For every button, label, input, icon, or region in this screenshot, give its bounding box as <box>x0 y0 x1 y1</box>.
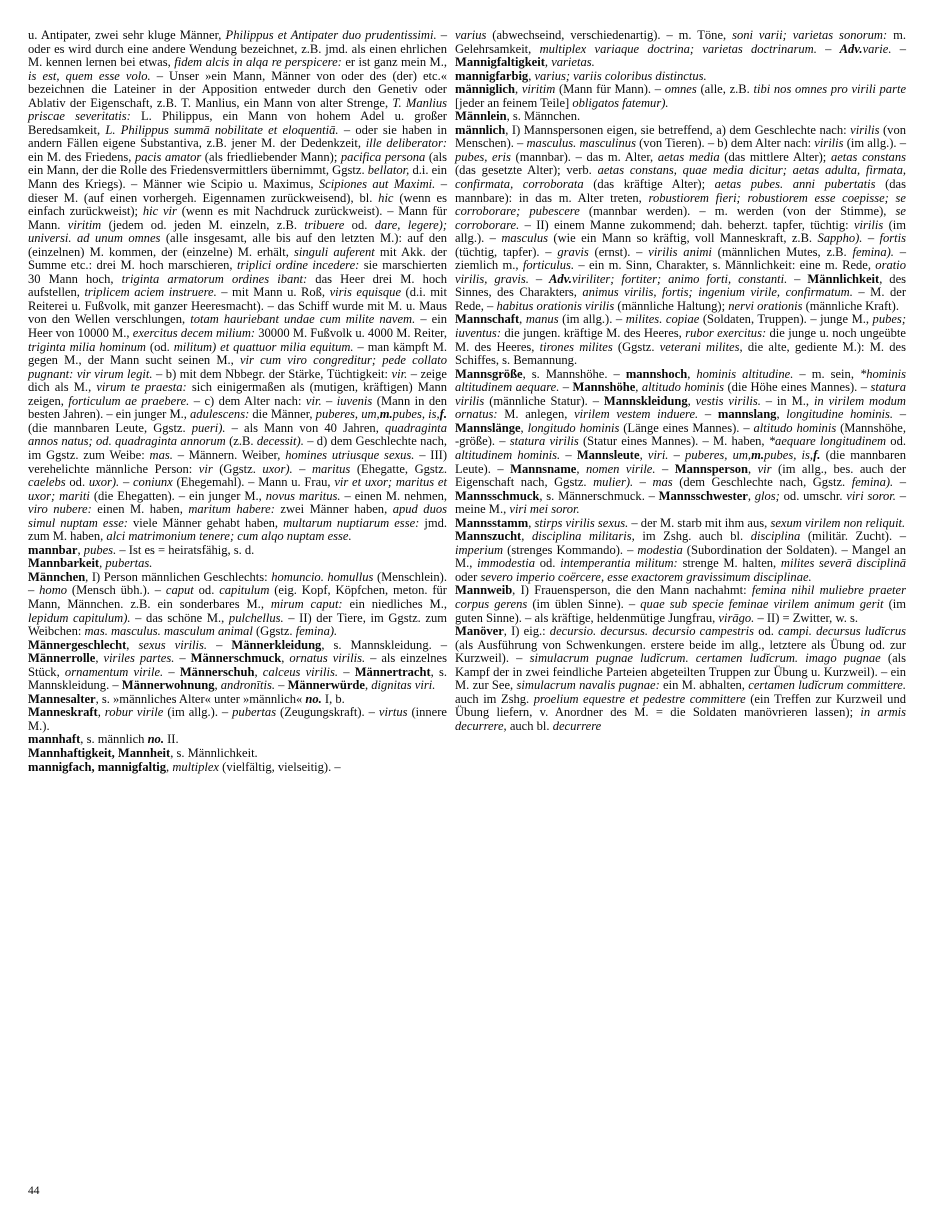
entry-paragraph: mannbar, pubes. – Ist es = heiratsfähig, s. d. <box>28 542 255 557</box>
entry-paragraph: Mannbarkeit, pubertas. <box>28 556 153 571</box>
entry-paragraph: Mannsgröße, s. Mannshöhe. – mannshoch, hominis altitudine. – m. sein, *hominis altitudinem aequare. – Mannshöhe, altitudo hominis (die Höhe eines Mannes). – statura virilis (männliche Statur). – Mannskleidung, vestis virilis. – in M., in virilem modum ornatus: M. anlegen, virilem vestem induere. – mannslang, longitudine hominis. – Mannslänge, longitudo hominis (Länge eines Mannes). – altitudo hominis (Mannshöhe, -größe). – statura virilis (Statur eines Mannes). – M. haben, *aequare longitudinem od. altitudinem hominis. – Mannsleute, viri. – puberes, um,m.pubes, is,f. (die mannbaren Leute). – Mannsname, nomen virile. – Mannsperson, vir (im allg., bes. auch der Eigenschaft nach, Ggstz. mulier). – mas (dem Geschlechte nach, Ggstz. femina). – Mannsschmuck, s. Männerschmuck. – Mannsschwester, glos; od. umschr. viri soror. – meine M., viri mei soror. <box>455 366 907 517</box>
entry-paragraph: varius (abwechseind, verschiedenartig). – m. Töne, soni varii; varietas sonorum: m. Gelehrsamkeit, multiplex variaque doctrina; varietas doctrinarum. – Adv.varie. – Mannigfaltigkeit, varietas. <box>455 28 907 70</box>
entry-paragraph: männiglich, viritim (Mann für Mann). – omnes (alle, z.B. tibi nos omnes pro virili parte [jeder an feinem Teile] obligatos fatemur). <box>455 82 907 110</box>
entry-paragraph: Männlein, s. Männchen. <box>455 109 581 124</box>
entry-paragraph: u. Antipater, zwei sehr kluge Männer, Philippus et Antipater duo prudentissimi. – oder es wird durch eine andere Wendung bezeichnet, z.B. jmd. als einen ehrlichen M. kennen lernen bei etwas, fidem alcis in alqa re perspicere: er ist ganz mein M., is est, quem esse volo. – Unser »ein Mann, Männer von oder des (der) etc.« bezeichnen die Lateiner in der Apposition entweder durch den Genetiv oder Ablativ der Eigenschaft, z.B. T. Manlius, ein Mann von alter Strenge, T. Manlius priscae severitatis: L. Philippus, ein Mann von hohem Adel u. großer Beredsamkeit, L. Philippus summā nobilitate et eloquentiā. – oder sie haben in andern Fällen eigene Substantiva, z.B. jener M. der Dedenkzeit, ille deliberator: ein M. des Friedens, pacis amator (als friedliebender Mann); pacifica persona (als ein Mann, der die Rolle des Friedensvermittlers übernimmt, Ggstz. bellator, d.i. ein Mann des Kriegs). – Männer wie Scipio u. Maximus, Scipiones aut Maximi. – dieser M. (auf einen vorhergeh. Eigennamen zurückweisend), bl. hic (wenn es einfach zurückweist); hic vir (wenn es mit Nachdruck zurückweist). – Mann für Mann. viritim (jedem od. jeden M. einzeln, z.B. tribuere od. dare, legere); universi. ad unum omnes (alle insgesamt, alle bis auf den letzten M.): auf den (einzelnen) M. kommen, der (einzelne) M. erhält, singuli auferent mit Akk. der Summe etc.: drei M. hoch marschieren, triplici ordine incedere: sie marschierten 30 Mann hoch, triginta armatorum ordines ibant: das Heer drei M. hoch aufstellen, triplicem aciem instruere. – mit Mann u. Roß, viris equisque (d.i. mit Reiterei u. Fußvolk, mit ganzer Heeresmacht). – das Schiff wurde mit M. u. Maus von den Wellen verschlungen, totam hauriebant undae cum milite navem. – ein Heer von 10000 M., exercitus decem milium: 30000 M. Fußvolk u. 4000 M. Reiter, triginta milia hominum (od. militum) et quattuor milia equitum. – man kämpft M. gegen M., der Mann sucht seinen M., vir cum viro congreditur; pede collato pugnant: vir virum legit. – b) mit dem Nbbegr. der Stärke, Tüchtigkeit: vir. – zeige dich als M., virum te praesta: sich einigermaßen als (mutigen, kräftigen) Mann zeigen, forticulum ae praebere. – c) dem Alter nach: vir. – iuvenis (Mann in den besten Jahren). – ein junger M., adulescens: die Männer, puberes, um,m.pubes, is,f. (die mannbaren Leute, Ggstz. pueri). – als Mann von 40 Jahren, quadraginta annos natus; od. quadraginta annorum (z.B. decessit). – d) dem Geschlechte nach, im Ggstz. zum Weibe: mas. – Männern. Weiber, homines utriusque sexus. – III) verehelichte männliche Person: vir (Ggstz. uxor). – maritus (Ehegatte, Ggstz. caelebs od. uxor). – coniunx (Ehegemahl). – Mann u. Frau, vir et uxor; maritus et uxor; mariti (die Ehegatten). – ein junger M., novus maritus. – einen M. nehmen, viro nubere: einen M. haben, maritum habere: zwei Männer haben, apud duos simul nuptam esse: viele Männer gehabt haben, multarum nuptiarum esse: jmd. zum M. haben, alci matrimonium tenere; cum alqo nuptam esse. <box>28 28 448 544</box>
entry-paragraph: Männergeschlecht, sexus virilis. – Männerkleidung, s. Mannskleidung. – Männerrolle, viriles partes. – Männerschmuck, ornatus virilis. – als einzelnes Stück, ornamentum virile. – Männerschuh, calceus virilis. – Männertracht, s. Mannskleidung. – Männerwohnung, andronītis. – Männerwürde, dignitas viri. <box>28 637 448 693</box>
text-columns <box>28 29 906 774</box>
entry-paragraph: Manneskraft, robur virile (im allg.). – pubertas (Zeugungskraft). – virtus (innere M.). <box>28 705 447 733</box>
entry-paragraph: Mannhaftigkeit, Mannheit, s. Männlichkeit. <box>28 745 258 760</box>
page-footer <box>28 1185 40 1197</box>
entry-paragraph: Mannesalter, s. »männliches Alter« unter »männlich« no. I, b. <box>28 691 345 706</box>
text-column-left <box>28 29 447 774</box>
entry-paragraph: Mannschaft, manus (im allg.). – milites. copiae (Soldaten, Truppen). – junge M., pubes; iuventus: die jungen. kräftige M. des Heeres, rubor exercitus: die junge u. noch ungeübte M. des Heeres, tirones milites (Ggstz. veterani milites, die alte, gediente M.): M. des Schiffes, s. Bemannung. <box>455 312 906 368</box>
entry-paragraph: mannigfach, mannigfaltig, multiplex (vielfältig, vielseitig). – <box>28 759 341 774</box>
entry-paragraph: Mannszucht, disciplina militaris, im Zshg. auch bl. disciplina (militär. Zucht). – imperium (strenges Kommando). – modestia (Subordination der Soldaten). – Mangel an M., immodestia od. intemperantia militum: strenge M. halten, milites severā disciplinā oder severo imperio coërcere, esse exactorem gravissimum disciplinae. <box>455 529 906 584</box>
entry-paragraph: Manöver, I) eig.: decursio. decursus. decursio campestris od. campi. decursus ludĭcrus (als Ausführung von Schwenkungen. erstere beide im allg., letztere als Übung od. zur Kurzweil). – simulacrum pugnae ludĭcrum. certamen ludĭcrum. imago pugnae (als Kampf der in zwei feindliche Parteien abgeteilten Truppen zur Übung u. Kurzweil). – ein M. zur See, simulacrum navalis pugnae: ein M. abhalten, certamen ludĭcrum committere. auch im Zshg. proelium equestre et pedestre committere (ein Treffen zur Kurzweil und Übung liefern, v. Anordner des M. = die Soldaten manövrieren lassen); in armis decurrere, auch bl. decurrere <box>455 624 907 733</box>
entry-paragraph: Männchen, I) Person männlichen Geschlechts: homuncio. homullus (Menschlein). – homo (Mensch übh.). – caput od. capitulum (eig. Kopf, Köpfchen, meton. für Mann, Männchen. z.B. ein sonderbares M., mirum caput: ein niedliches M., lepidum capitulum). – das schöne M., pulchellus. – II) der Tiere, im Ggstz. zum Weibchen: mas. masculus. masculum animal (Ggstz. femina). <box>28 569 447 639</box>
text-column-right <box>455 29 906 774</box>
entry-paragraph: männlich, I) Mannspersonen eigen, sie betreffend, a) dem Geschlechte nach: virilis (von Menschen). – masculus. masculinus (von Tieren). – b) dem Alter nach: virilis (im allg.). – pubes, eris (mannbar). – das m. Alter, aetas media (das mittlere Alter); aetas constans (das gesetzte Alter); verb. aetas constans, quae media dicitur; aetas adulta, firmata, confirmata, corroborata (das kräftige Alter); aetas pubes. anni pubertatis (das mannbare): in das m. Alter treten, robustiorem fieri; robustiorem esse coepisse; se corroborare; pubescere (mannbar werden). – m. werden (von der Stimme), se corroborare. – II) einem Manne zukommend; dah. beherzt. tapfer, tüchtig: virilis (im allg.). – masculus (wie ein Mann so kräftig, voll Manneskraft, z.B. Sappho). – fortis (tüchtig, tapfer). – gravis (ernst). – virilis animi (männlichen Mutes, z.B. femina). – ziemlich m., forticulus. – ein m. Sinn, Charakter, s. Männlichkeit: eine m. Rede, oratio virilis, gravis. – Adv.viriliter; fortiter; animo forti, constanti. – Männlichkeit, des Sinnes, des Charakters, animus virilis, fortis; ingenium virile, confirmatum. – M. der Rede, – habitus orationis virilis (männliche Haltung); nervi orationis (männliche Kraft). <box>455 122 907 313</box>
page-number: 44 <box>28 1185 40 1197</box>
entry-paragraph: mannigfarbig, varius; variis coloribus distinctus. <box>455 68 707 83</box>
entry-paragraph: mannhaft, s. männlich no. II. <box>28 732 179 747</box>
entry-paragraph: Mannsstamm, stirps virilis sexus. – der M. starb mit ihm aus, sexum virilem non reliquit. <box>455 515 906 530</box>
entry-paragraph: Mannweib, I) Frauensperson, die den Mann nachahmt: femina nihil muliebre praeter corpus gerens (im üblen Sinne). – quae sub specie feminae virilem animum gerit (im guten Sinne). – als kräftige, heldenmütige Jungfrau, virāgo. – II) = Zwitter, w. s. <box>455 583 907 625</box>
